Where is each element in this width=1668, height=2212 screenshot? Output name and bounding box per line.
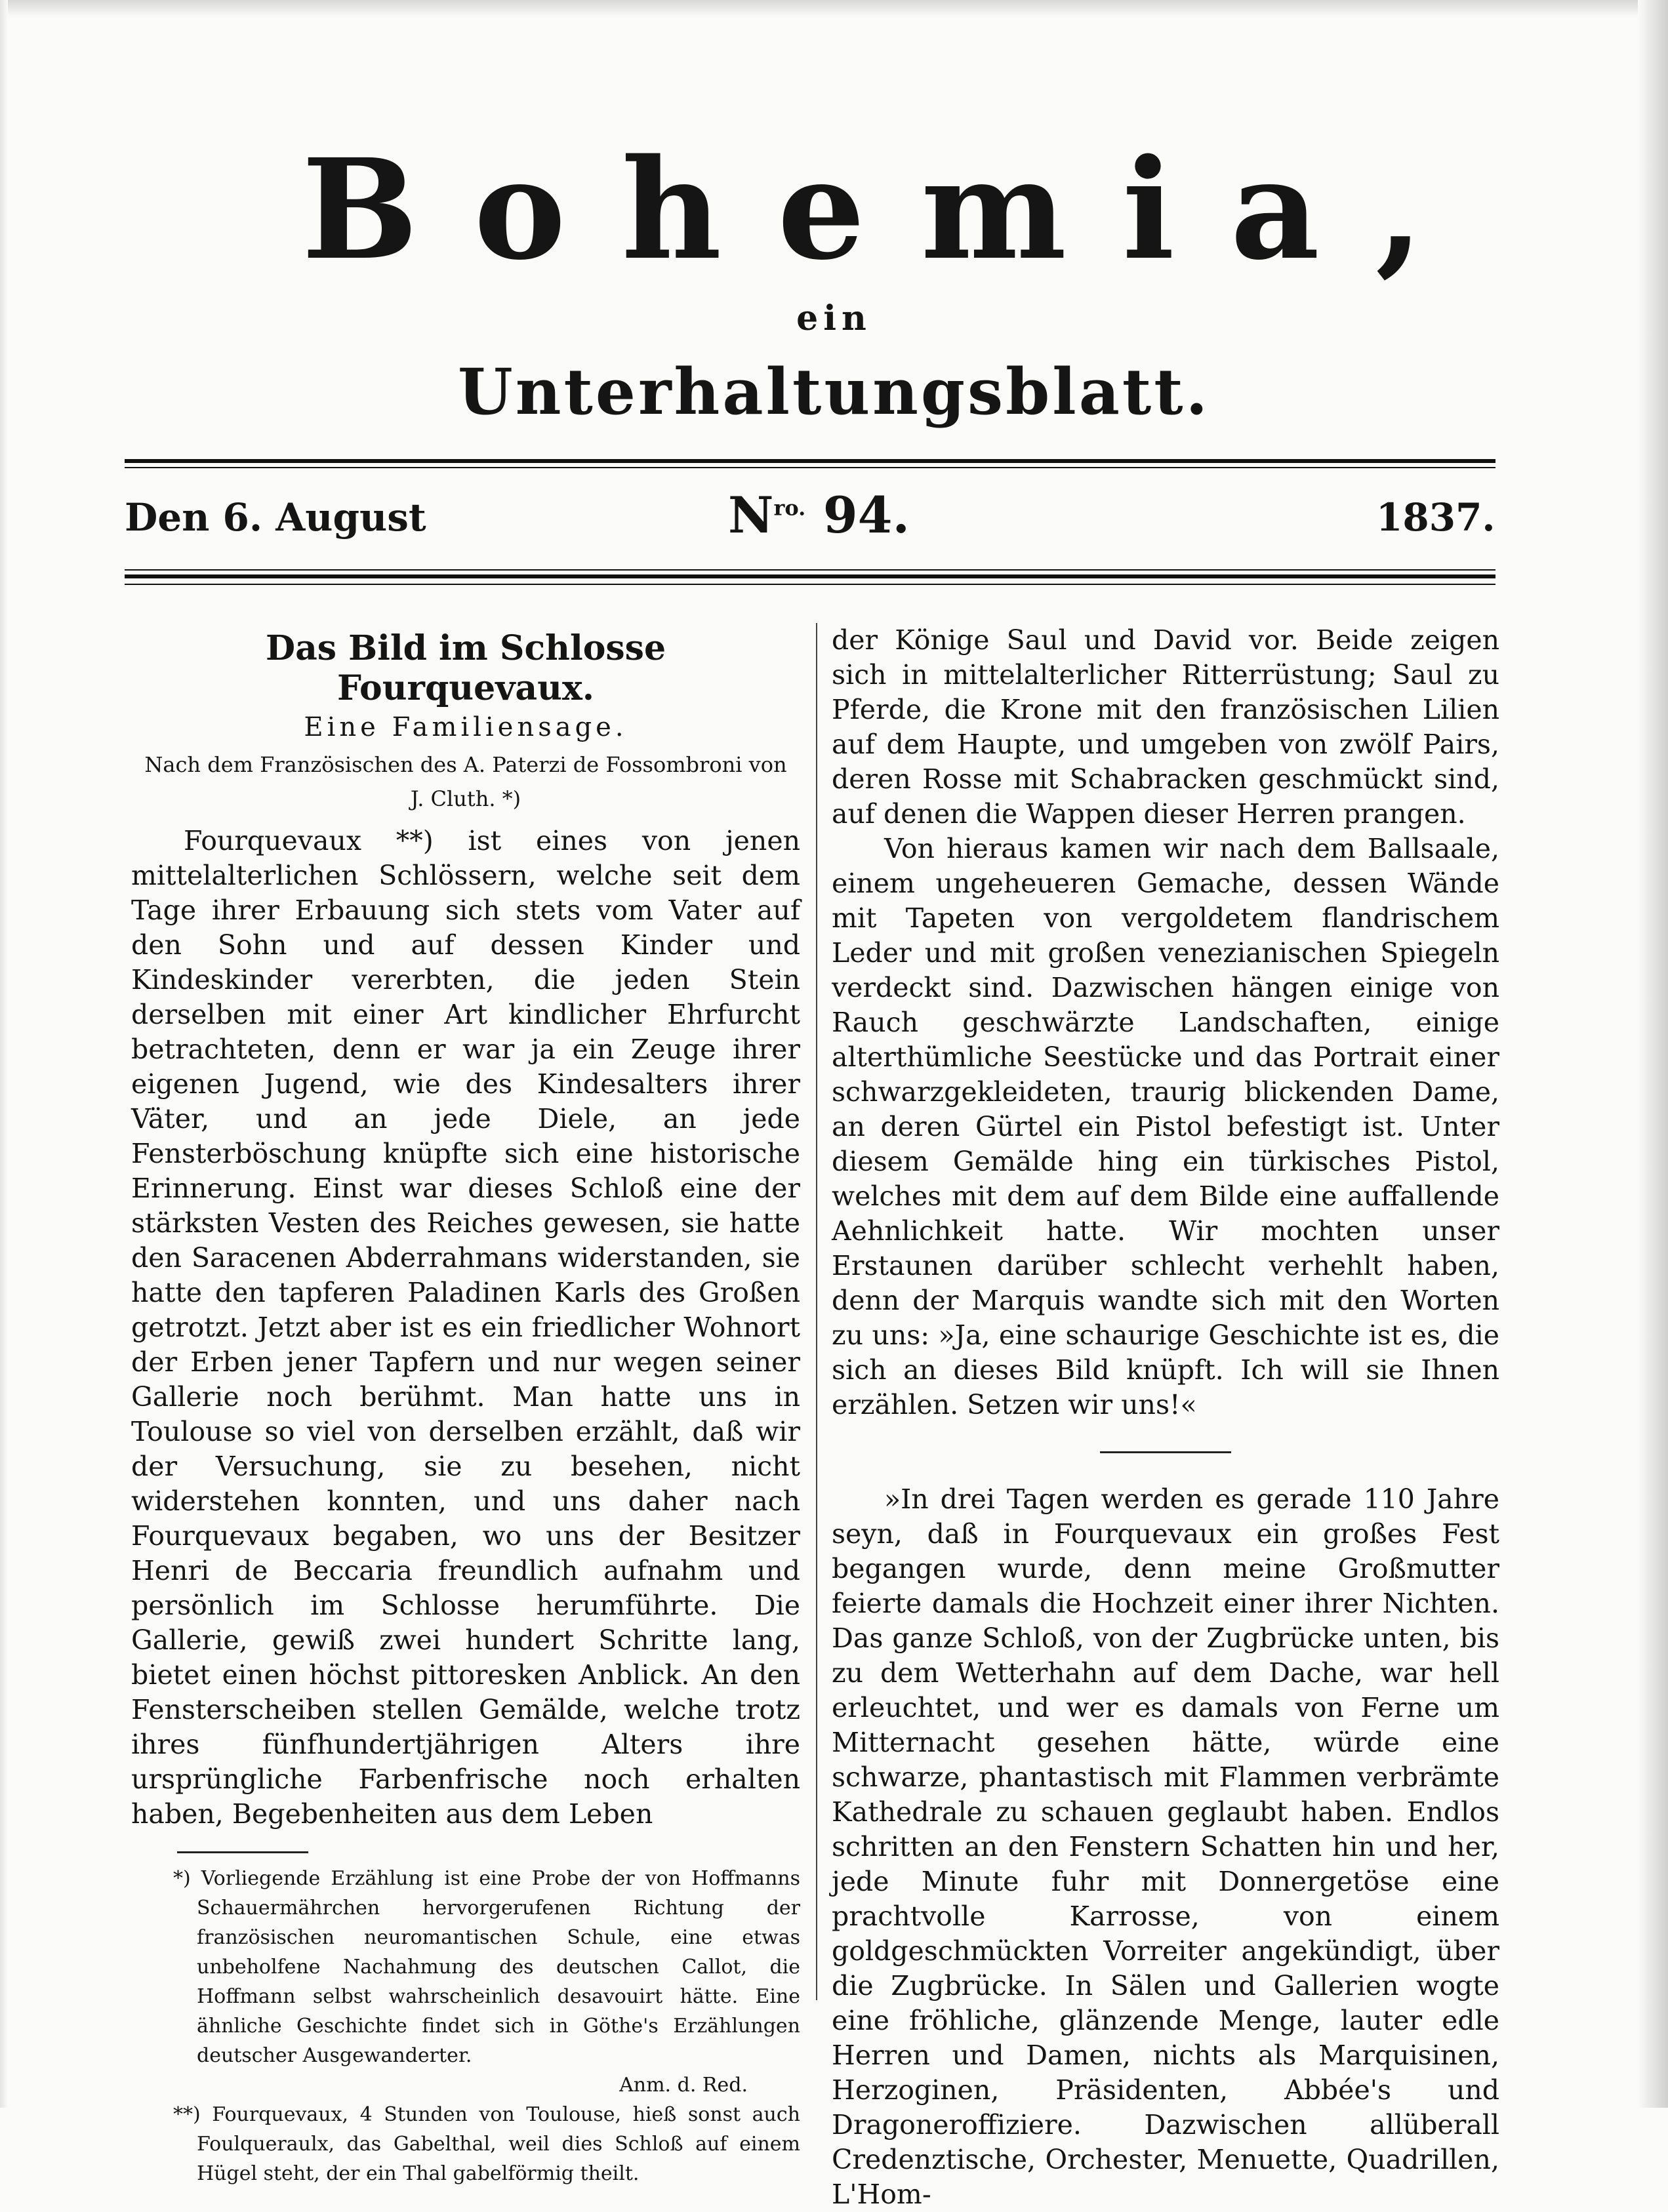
masthead-rule-thick <box>125 459 1495 463</box>
footnote-rule <box>177 1851 308 1853</box>
footnote: *) Vorliegende Erzählung ist eine Probe der von Hoffmanns Schauermährchen hervorgerufenen Richtung der französischen neuromantischen Schule, eine etwas unbeholfene Nachahmung des deutschen Callot, die Hoffmann selbst wahrscheinlich desavouirt hätte. Eine ähnliche Geschichte findet sich in Göthe's Erzählungen deutscher Ausgewanderter. <box>173 1867 800 2067</box>
article-subtitle: Eine Familiensage. <box>304 712 628 742</box>
issue-number <box>728 486 910 544</box>
column-divider <box>816 623 817 2000</box>
dateline-rule-thick <box>125 574 1495 578</box>
article-byline: Nach dem Französischen des A. Paterzi de Fossombroni von J. Cluth. *) <box>144 752 787 811</box>
dateline-rule-thin <box>125 569 1495 571</box>
masthead-ein: ein <box>796 298 872 338</box>
issue-number-value: 94. <box>823 486 910 544</box>
issue-number-sup: ro. <box>773 495 806 521</box>
dateline-rule-thin-2 <box>125 584 1495 585</box>
issue-date: Den 6. August <box>125 495 426 540</box>
footnote: **) Fourquevaux, 4 Stunden von Toulouse, hieß sonst auch Foulqueraulx, das Gabelthal, weil dies Schloß auf einem Hügel steht, der ein Thal gabelförmig theilt. <box>173 2103 800 2185</box>
section-separator <box>1100 1451 1231 1453</box>
paragraph: der Könige Saul und David vor. Beide zeigen sich in mittelalterlicher Ritterrüstung; Saul zu Pferde, die Krone mit den französischen Lilien auf dem Haupte, und umgeben von zwölf Pairs, deren Rosse mit Schabracken geschmückt sind, auf denen die Wappen dieser Herren prangen. <box>832 624 1499 830</box>
masthead-rule-thin <box>125 467 1495 468</box>
footnote-signature: Anm. d. Red. <box>619 2074 748 2097</box>
article-title: Das Bild im Schlosse Fourquevaux. <box>265 628 666 708</box>
issue-number-prefix: N <box>728 486 774 544</box>
masthead-subtitle: Unterhaltungsblatt. <box>458 355 1210 429</box>
masthead-title: Bohemia, <box>302 129 1480 291</box>
left-column <box>131 623 800 2188</box>
paragraph: »In drei Tagen werden es gerade 110 Jahre seyn, daß in Fourquevaux ein großes Fest begangen wurde, denn meine Großmutter feierte damals die Hochzeit einer ihrer Nichten. Das ganze Schloß, von der Zugbrücke unten, bis zu dem Wetterhahn auf dem Dache, war hell erleuchtet, und wer es damals von Ferne um Mitternacht gesehen hätte, würde eine schwarze, phantastisch mit Flammen verbrämte Kathedrale zu schauen geglaubt haben. Endlos schritten an den Fenstern Schatten hin und her, jede Minute fuhr mit Donnergetöse eine prachtvolle Karrosse, von einem goldgeschmückten Vorreiter angekündigt, über die Zugbrücke. In Sälen und Gallerien wogte eine fröhliche, glänzende Menge, lauter edle Herren und Damen, nichts als Marquisinen, Herzoginen, Präsidenten, Abbée's und Dragoneroffiziere. Dazwischen allüberall Credenztische, Orchester, Menuette, Quadrillen, L'Hom- <box>832 1483 1499 2210</box>
issue-year: 1837. <box>1376 495 1495 540</box>
paragraph: Fourquevaux **) ist eines von jenen mittelalterlichen Schlössern, welche seit dem Tage ihrer Erbauung sich stets vom Vater auf den Sohn und auf dessen Kinder und Kindeskinder vererbten, die jeden Stein derselben mit einer Art kindlicher Ehrfurcht betrachteten, denn er war ja ein Zeuge ihrer eigenen Jugend, wie des Kindesalters ihrer Väter, und an jede Diele, an jede Fensterböschung knüpfte sich eine historische Erinnerung. Einst war dieses Schloß eine der stärksten Vesten des Reiches gewesen, sie hatte den Saracenen Abderrahmans widerstanden, sie hatte den tapferen Paladinen Karls des Großen getrotzt. Jetzt aber ist es ein friedlicher Wohnort der Erben jener Tapfern und nur wegen seiner Gallerie noch berühmt. Man hatte uns in Toulouse so viel von derselben erzählt, daß wir der Versuchung, sie zu besehen, nicht widerstehen konnten, und uns daher nach Fourquevaux begaben, wo uns der Besitzer Henri de Beccaria freundlich aufnahm und persönlich im Schlosse herumführte. Die Gallerie, gewiß zwei hundert Schritte lang, bietet einen höchst pittoresken Anblick. An den Fensterscheiben stellen Gemälde, welche trotz ihres fünfhundertjährigen Alters ihre ursprüngliche Farbenfrische noch erhalten haben, Begebenheiten aus dem Leben <box>131 825 800 1830</box>
right-column <box>832 623 1499 2212</box>
paragraph: Von hieraus kamen wir nach dem Ballsaale, einem ungeheueren Gemache, dessen Wände mit Tapeten von vergoldetem flandrischem Leder und mit großen venezianischen Spiegeln verdeckt sind. Dazwischen hängen einige von Rauch geschwärzte Landschaften, einige alterthümliche Seestücke und das Portrait einer schwarzgekleideten, traurig blickenden Dame, an deren Gürtel ein Pistol befestigt ist. Unter diesem Gemälde hing ein türkisches Pistol, welches mit dem auf dem Bilde eine auffallende Aehnlichkeit hatte. Wir mochten unser Erstaunen darüber schlecht verhehlt haben, denn der Marquis wandte sich mit den Worten zu uns: »Ja, eine schaurige Geschichte ist es, die sich an dieses Bild knüpft. Ich will sie Ihnen erzählen. Setzen wir uns!« <box>832 833 1499 1420</box>
page-edge-top <box>0 0 1668 17</box>
